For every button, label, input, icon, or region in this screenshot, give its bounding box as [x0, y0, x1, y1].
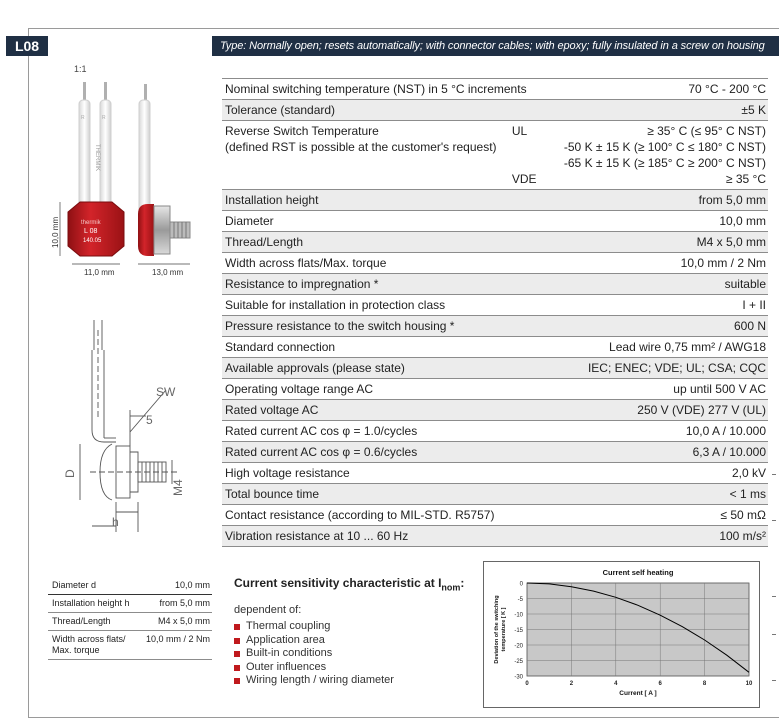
rst-label-1: Reverse Switch Temperature	[225, 124, 379, 138]
x-tick-label: 2	[569, 681, 574, 687]
dimension-value: M4 x 5,0 mm	[157, 616, 210, 626]
y-tick-label: -20	[514, 643, 523, 650]
x-axis-label: Current [ A ]	[619, 690, 657, 697]
dimension-row	[48, 613, 212, 631]
list-item	[234, 661, 464, 675]
y-axis-label-line-2: temperature [ K ]	[501, 607, 507, 652]
square-bullet-icon	[234, 678, 240, 684]
list-item	[234, 647, 464, 661]
spec-row	[222, 442, 768, 463]
spec-label: Diameter	[225, 214, 274, 228]
photo-brand-text: THERMIK	[94, 144, 100, 171]
list-item	[234, 674, 464, 688]
type-description-bar: Type: Normally open; resets automatically; with connector cables; with epoxy; fully insulated in a screw on housing	[212, 36, 779, 56]
rst-ul-value-3: -65 K ± 15 K (≥ 185° C ≥ 200° C NST)	[563, 156, 766, 170]
spec-label: Vibration resistance at 10 ... 60 Hz	[225, 529, 409, 543]
spec-row	[222, 211, 768, 232]
spec-label: Rated current AC cos φ = 0.6/cycles	[225, 445, 418, 459]
spec-row-rst	[222, 121, 768, 190]
dimension-table	[48, 577, 212, 660]
y-tick-label: 0	[519, 581, 523, 588]
y-tick-label: -30	[514, 674, 523, 681]
dimension-value: 10,0 mm / 2 Nm	[145, 634, 210, 644]
square-bullet-icon	[234, 624, 240, 630]
spec-value: ≤ 50 mΩ	[720, 508, 766, 522]
rst-label-2: (defined RST is possible at the customer's request)	[225, 140, 497, 154]
chart-svg	[484, 562, 759, 707]
sensitivity-title	[234, 576, 464, 592]
spec-row	[222, 295, 768, 316]
spec-label: Tolerance (standard)	[225, 103, 336, 117]
square-bullet-icon	[234, 638, 240, 644]
product-badge: L08	[6, 36, 48, 56]
list-item-text: Built-in conditions	[246, 647, 333, 660]
x-tick-label: 0	[525, 681, 529, 687]
spec-value: M4 x 5,0 mm	[696, 235, 766, 249]
self-heating-chart	[483, 561, 760, 708]
drawing-label-5: 5	[146, 413, 153, 427]
dim-width-side-label: 13,0 mm	[152, 268, 184, 277]
spec-label: Rated current AC cos φ = 1.0/cycles	[225, 424, 418, 438]
rst-vde-value: ≥ 35 °C	[725, 172, 766, 186]
sensitivity-title-text: Current sensitivity characteristic at I	[234, 576, 442, 590]
spec-row	[222, 232, 768, 253]
spec-label: Width across flats/Max. torque	[225, 256, 387, 270]
dimension-value: from 5,0 mm	[159, 598, 210, 608]
edge-mark	[772, 596, 776, 597]
spec-value: Lead wire 0,75 mm² / AWG18	[609, 340, 766, 354]
spec-row	[222, 274, 768, 295]
spec-label: Thread/Length	[225, 235, 304, 249]
dimension-row	[48, 595, 212, 613]
technical-drawing	[50, 320, 210, 540]
list-item-text: Wiring length / wiring diameter	[246, 674, 394, 687]
spec-value: 70 °C - 200 °C	[688, 82, 766, 96]
spec-label: Resistance to impregnation *	[225, 277, 379, 291]
spec-row	[222, 253, 768, 274]
dimension-label: Width across flats/ Max. torque	[52, 634, 126, 655]
spec-label: Suitable for installation in protection class	[225, 298, 446, 312]
rst-ul-value-1: ≥ 35° C (≤ 95° C NST)	[647, 124, 766, 138]
list-item-text: Outer influences	[246, 660, 327, 673]
sensitivity-dependent: dependent of:	[234, 604, 302, 617]
edge-mark	[772, 634, 776, 635]
product-photo	[50, 74, 210, 284]
spec-row	[222, 463, 768, 484]
spec-value: 10,0 mm	[719, 214, 766, 228]
dim-width-front-label: 11,0 mm	[84, 268, 115, 277]
y-axis-label	[494, 595, 507, 663]
sensitivity-section	[234, 576, 464, 688]
square-bullet-icon	[234, 651, 240, 657]
rst-vde-label: VDE	[511, 172, 537, 186]
y-axis-label-line-1: Deviation of the switching	[494, 595, 500, 664]
spec-value: up until 500 V AC	[673, 382, 766, 396]
chart-title: Current self heating	[602, 568, 674, 577]
drawing-label-m4: M4	[171, 479, 185, 496]
spec-value: 250 V (VDE) 277 V (UL)	[637, 403, 766, 417]
spec-row	[222, 358, 768, 379]
spec-value: suitable	[724, 277, 766, 291]
spec-row	[222, 379, 768, 400]
photo-cap-text-1: thermik	[81, 220, 101, 226]
spec-label: Installation height	[225, 193, 319, 207]
scale-label: 1:1	[74, 64, 87, 74]
spec-value: 600 N	[733, 319, 766, 333]
photo-wire-mark-2: R	[102, 115, 106, 121]
spec-label: High voltage resistance	[225, 466, 350, 480]
edge-mark	[772, 474, 776, 475]
rst-ul-value-2: -50 K ± 15 K (≥ 100° C ≤ 180° C NST)	[563, 140, 766, 154]
spec-row	[222, 484, 768, 505]
square-bullet-icon	[234, 665, 240, 671]
spec-label: Nominal switching temperature (NST) in 5 °C increments	[225, 82, 527, 96]
spec-value: ±5 K	[741, 103, 766, 117]
spec-value: < 1 ms	[729, 487, 766, 501]
spec-row	[222, 505, 768, 526]
photo-cap-text-2: L 08	[84, 228, 98, 235]
spec-label: Total bounce time	[225, 487, 320, 501]
spec-row	[222, 100, 768, 121]
dimension-row	[48, 631, 212, 660]
spec-row	[222, 78, 768, 100]
spec-value: 100 m/s²	[719, 529, 766, 543]
list-item	[234, 620, 464, 634]
spec-value: 6,3 A / 10.000	[692, 445, 766, 459]
spec-row	[222, 400, 768, 421]
spec-row	[222, 337, 768, 358]
y-tick-label: -25	[514, 659, 523, 665]
y-tick-label: -10	[514, 612, 523, 619]
list-item-text: Thermal coupling	[246, 620, 331, 633]
spec-row	[222, 526, 768, 547]
x-tick-label: 4	[614, 681, 618, 687]
photo-cap-text-3: 140.05	[83, 238, 102, 244]
spec-row	[222, 421, 768, 442]
x-tick-label: 6	[658, 681, 662, 687]
spec-label: Available approvals (please state)	[225, 361, 405, 375]
dimension-value: 10,0 mm	[174, 580, 210, 590]
spec-value: from 5,0 mm	[698, 193, 766, 207]
spec-label: Operating voltage range AC	[225, 382, 374, 396]
spec-table	[222, 78, 768, 547]
dimension-label: Diameter d	[52, 580, 97, 590]
rst-ul-label: UL	[511, 124, 528, 138]
sensitivity-list	[234, 620, 464, 688]
spec-row	[222, 190, 768, 211]
y-tick-label: -5	[517, 597, 523, 603]
photo-wire-mark-1: R	[81, 115, 85, 121]
spec-value: I + II	[742, 298, 766, 312]
drawing-label-sw: SW	[156, 385, 176, 399]
x-tick-label: 8	[702, 681, 707, 687]
spec-label: Rated voltage AC	[225, 403, 319, 417]
list-item-text: Application area	[246, 633, 325, 646]
y-tick-label: -15	[514, 628, 523, 634]
spec-value: 10,0 A / 10.000	[685, 424, 766, 438]
dim-height-label: 10,0 mm	[51, 216, 60, 248]
dimension-row	[48, 577, 212, 595]
drawing-label-h: h	[112, 515, 119, 529]
spec-label: Standard connection	[225, 340, 336, 354]
edge-mark	[772, 520, 776, 521]
dimension-label: Installation height h	[52, 598, 130, 608]
dimension-label: Thread/Length	[52, 616, 111, 626]
sensitivity-title-sub: nom	[441, 582, 461, 593]
x-tick-label: 10	[745, 681, 753, 687]
spec-value: 10,0 mm / 2 Nm	[680, 256, 766, 270]
spec-value: IEC; ENEC; VDE; UL; CSA; CQC	[587, 361, 766, 375]
edge-mark	[772, 680, 776, 681]
spec-value: 2,0 kV	[731, 466, 766, 480]
spec-label: Pressure resistance to the switch housing *	[225, 319, 455, 333]
spec-row	[222, 316, 768, 337]
spec-label: Contact resistance (according to MIL-STD. R5757)	[225, 508, 495, 522]
sensitivity-title-suffix: :	[460, 576, 465, 590]
drawing-label-d: D	[63, 469, 77, 478]
list-item	[234, 634, 464, 648]
